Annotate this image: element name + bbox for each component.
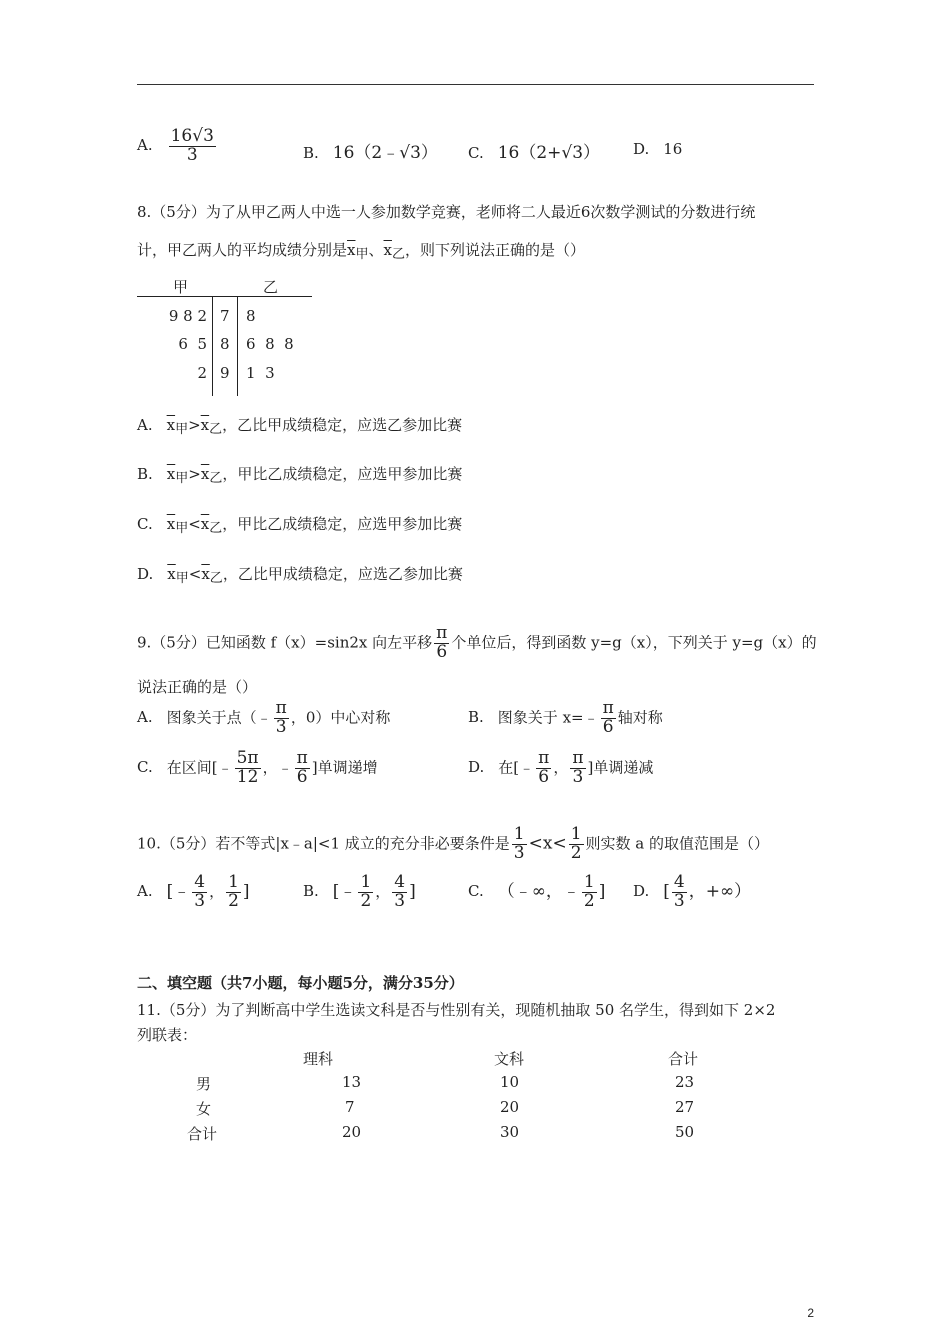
table-header: 理科 bbox=[303, 1050, 334, 1068]
option-text: ，乙比甲成绩稳定，应选乙参加比赛 bbox=[222, 565, 463, 583]
plot-header-jia: 甲 bbox=[173, 278, 189, 296]
q7-option-c bbox=[468, 138, 600, 163]
text: ， bbox=[209, 882, 225, 901]
header-rule bbox=[137, 84, 814, 85]
x-bar: $\overline{x}$ bbox=[166, 465, 176, 483]
denominator: 3 bbox=[194, 890, 206, 911]
table-row-label: 合计 bbox=[187, 1125, 218, 1143]
option-label: C. bbox=[137, 515, 153, 533]
relation: < bbox=[188, 515, 201, 533]
section-heading: 二、填空题（共7小题，每小题5分，满分35分） bbox=[137, 974, 464, 992]
plot-stem: 8 bbox=[220, 335, 230, 353]
fraction bbox=[570, 750, 585, 787]
q7-option-a bbox=[137, 128, 218, 165]
q8-option-a bbox=[137, 414, 462, 435]
option-label: D. bbox=[633, 882, 650, 901]
text: ， bbox=[553, 758, 569, 777]
q7-option-d bbox=[633, 140, 682, 158]
option-label: B. bbox=[303, 144, 319, 162]
x-bar: $\overline{x}$ bbox=[201, 565, 210, 583]
fraction bbox=[434, 625, 449, 662]
fraction bbox=[672, 874, 687, 911]
plot-header-yi: 乙 bbox=[263, 278, 279, 296]
option-text: ，甲比乙成绩稳定，应选甲参加比赛 bbox=[222, 515, 463, 533]
option-text: 16（2+√3） bbox=[497, 143, 601, 163]
text: ] bbox=[242, 881, 250, 902]
table-row-label: 女 bbox=[196, 1100, 212, 1118]
numerator: 1 bbox=[570, 824, 582, 844]
text: ]单调递增 bbox=[311, 758, 378, 777]
q9-option-c bbox=[137, 750, 378, 787]
numerator: 1 bbox=[360, 872, 372, 892]
numerator: 1 bbox=[228, 872, 239, 892]
option-label: C. bbox=[137, 758, 153, 777]
numerator: 4 bbox=[394, 872, 406, 892]
x-bar: $\overline{x}$ bbox=[200, 515, 210, 533]
fraction bbox=[169, 128, 216, 165]
plot-leaf-left: 2 bbox=[197, 364, 207, 382]
plot-header-rule bbox=[137, 296, 312, 297]
fraction bbox=[536, 750, 551, 787]
fraction bbox=[235, 750, 261, 787]
inequality: <x< bbox=[528, 833, 567, 854]
plot-divider-left bbox=[212, 296, 213, 396]
text: ，0）中心对称 bbox=[290, 708, 391, 727]
denominator: 3 bbox=[673, 890, 685, 911]
q9-option-a bbox=[137, 700, 390, 737]
text: ，﹣ bbox=[262, 758, 293, 777]
text: 个单位后，得到函数 y=g（x），下列关于 y=g（x）的 bbox=[451, 633, 817, 652]
text: ，则下列说法正确的是（） bbox=[405, 241, 586, 259]
relation: < bbox=[188, 565, 202, 583]
text: 9.（5分）已知函数 f（x）=sin2x 向左平移 bbox=[137, 633, 433, 652]
subscript-jia: 甲 bbox=[175, 471, 189, 486]
table-cell: 13 bbox=[342, 1073, 362, 1091]
subscript-jia: 甲 bbox=[175, 422, 189, 437]
numerator: π bbox=[296, 748, 308, 768]
q10-option-c bbox=[468, 874, 605, 911]
table-cell: 30 bbox=[500, 1123, 520, 1141]
q11-stem-line2: 列联表： bbox=[137, 1026, 198, 1044]
q10-option-a bbox=[137, 874, 250, 911]
option-label: C. bbox=[468, 144, 484, 162]
numerator: 4 bbox=[194, 872, 206, 892]
denominator: 3 bbox=[572, 766, 584, 787]
x-bar: $\overline{x}$ bbox=[200, 465, 210, 483]
table-header: 合计 bbox=[668, 1050, 699, 1068]
subscript-yi: 乙 bbox=[209, 521, 223, 536]
x-bar: $\overline{x}$ bbox=[166, 515, 176, 533]
numerator: π bbox=[538, 748, 550, 768]
table-cell: 27 bbox=[675, 1098, 695, 1116]
option-label: A. bbox=[137, 708, 153, 727]
denominator: 2 bbox=[360, 890, 372, 911]
text: ， bbox=[375, 882, 391, 901]
numerator: π bbox=[602, 698, 614, 718]
text: ] bbox=[409, 881, 416, 902]
denominator: 2 bbox=[583, 890, 595, 911]
denominator: 3 bbox=[186, 144, 198, 165]
x-bar: $\overline{x}$ bbox=[167, 565, 176, 583]
denominator: 6 bbox=[436, 641, 448, 662]
denominator: 2 bbox=[228, 890, 239, 911]
x-bar: $\overline{x}$ bbox=[383, 241, 392, 259]
q9-stem-line1 bbox=[137, 625, 817, 662]
x-bar: $\overline{x}$ bbox=[347, 241, 356, 259]
option-label: B. bbox=[468, 708, 484, 727]
table-cell: 23 bbox=[675, 1073, 695, 1091]
subscript-jia: 甲 bbox=[355, 247, 369, 262]
plot-leaf-right: 8 bbox=[246, 307, 256, 325]
fraction bbox=[274, 700, 289, 737]
fraction bbox=[295, 750, 310, 787]
option-label: D. bbox=[137, 565, 154, 583]
numerator: 1 bbox=[583, 872, 595, 892]
table-cell: 7 bbox=[345, 1098, 355, 1116]
fraction bbox=[226, 874, 241, 911]
q9-stem-line2: 说法正确的是（） bbox=[137, 678, 258, 696]
plot-leaf-left: 6 5 bbox=[178, 335, 207, 353]
x-bar: $\overline{x}$ bbox=[166, 416, 176, 434]
denominator: 3 bbox=[275, 716, 287, 737]
denominator: 3 bbox=[394, 890, 406, 911]
fraction bbox=[601, 700, 616, 737]
text: ]单调递减 bbox=[587, 758, 654, 777]
q8-option-b bbox=[137, 463, 462, 484]
q10-stem bbox=[137, 826, 769, 863]
q10-option-b bbox=[303, 874, 416, 911]
text: 在区间[﹣ bbox=[166, 758, 233, 777]
table-cell: 20 bbox=[342, 1123, 362, 1141]
subscript-jia: 甲 bbox=[175, 571, 189, 586]
numerator: π bbox=[275, 698, 287, 718]
plot-stem: 7 bbox=[220, 307, 230, 325]
option-text: 16（2﹣√3） bbox=[332, 143, 438, 163]
relation: > bbox=[188, 465, 201, 483]
subscript-yi: 乙 bbox=[391, 247, 405, 262]
denominator: 6 bbox=[296, 766, 308, 787]
q11-stem-line1: 11.（5分）为了判断高中学生选读文科是否与性别有关，现随机抽取 50 名学生，得到如下 2×2 bbox=[137, 1001, 776, 1019]
option-label: B. bbox=[137, 465, 153, 483]
text: 在[﹣ bbox=[498, 758, 535, 777]
numerator: 16√3 bbox=[170, 126, 214, 146]
numerator: π bbox=[572, 748, 584, 768]
text: ，+∞） bbox=[688, 881, 752, 902]
text: 10.（5分）若不等式|x﹣a|<1 成立的充分非必要条件是 bbox=[137, 834, 510, 853]
fraction bbox=[358, 874, 373, 911]
text: ] bbox=[598, 881, 606, 902]
text: [﹣ bbox=[166, 881, 191, 902]
table-cell: 50 bbox=[675, 1123, 695, 1141]
q8-option-d bbox=[137, 563, 463, 584]
option-text: ，甲比乙成绩稳定，应选甲参加比赛 bbox=[222, 465, 463, 483]
option-label: C. bbox=[468, 882, 484, 901]
plot-leaf-right: 1 3 bbox=[246, 364, 275, 382]
subscript-yi: 乙 bbox=[209, 471, 223, 486]
denominator: 3 bbox=[513, 842, 525, 863]
denominator: 6 bbox=[602, 716, 614, 737]
q7-option-b bbox=[303, 138, 438, 163]
table-cell: 20 bbox=[500, 1098, 520, 1116]
fraction bbox=[582, 874, 597, 911]
option-label: B. bbox=[303, 882, 319, 901]
denominator: 2 bbox=[570, 842, 582, 863]
option-text: ，乙比甲成绩稳定，应选乙参加比赛 bbox=[222, 416, 463, 434]
option-label: A. bbox=[137, 882, 153, 901]
denominator: 6 bbox=[538, 766, 550, 787]
numerator: π bbox=[436, 623, 448, 643]
q10-option-d bbox=[633, 874, 751, 911]
plot-divider-right bbox=[237, 296, 238, 396]
fraction bbox=[569, 826, 584, 863]
q8-stem-line2 bbox=[137, 239, 585, 260]
option-label: A. bbox=[137, 416, 153, 434]
q9-option-d bbox=[468, 750, 653, 787]
plot-leaf-right: 6 8 8 bbox=[246, 335, 294, 353]
q9-option-b bbox=[468, 700, 663, 737]
numerator: 4 bbox=[673, 872, 685, 892]
text: 轴对称 bbox=[617, 708, 663, 727]
subscript-jia: 甲 bbox=[175, 521, 189, 536]
text: [ bbox=[663, 881, 670, 902]
plot-leaf-left: 9 8 2 bbox=[168, 307, 207, 325]
option-label: A. bbox=[137, 136, 153, 155]
table-cell: 10 bbox=[500, 1073, 520, 1091]
fraction bbox=[192, 874, 207, 911]
page-number: 2 bbox=[807, 1306, 814, 1320]
x-bar: $\overline{x}$ bbox=[200, 416, 210, 434]
table-row-label: 男 bbox=[196, 1075, 212, 1093]
text: 计，甲乙两人的平均成绩分别是 bbox=[137, 241, 348, 259]
text: 、 bbox=[368, 241, 384, 259]
relation: > bbox=[188, 416, 201, 434]
text: （﹣∞，﹣ bbox=[497, 881, 580, 902]
table-header: 文科 bbox=[494, 1050, 525, 1068]
denominator: 12 bbox=[236, 766, 259, 787]
subscript-yi: 乙 bbox=[209, 571, 223, 586]
numerator: 1 bbox=[513, 824, 525, 844]
q8-stem-line1: 8.（5分）为了从甲乙两人中选一人参加数学竞赛，老师将二人最近6次数学测试的分数进行统 bbox=[137, 203, 756, 221]
text: 则实数 a 的取值范围是（） bbox=[585, 834, 770, 853]
q8-option-c bbox=[137, 513, 462, 534]
numerator: 5π bbox=[236, 748, 259, 768]
fraction bbox=[512, 826, 527, 863]
option-label: D. bbox=[633, 140, 650, 158]
text: 图象关于点（﹣ bbox=[166, 708, 272, 727]
option-text: 16 bbox=[663, 140, 683, 158]
text: [﹣ bbox=[332, 881, 357, 902]
text: 图象关于 x=﹣ bbox=[497, 708, 599, 727]
option-label: D. bbox=[468, 758, 485, 777]
fraction bbox=[392, 874, 407, 911]
subscript-yi: 乙 bbox=[209, 422, 223, 437]
plot-stem: 9 bbox=[220, 364, 230, 382]
